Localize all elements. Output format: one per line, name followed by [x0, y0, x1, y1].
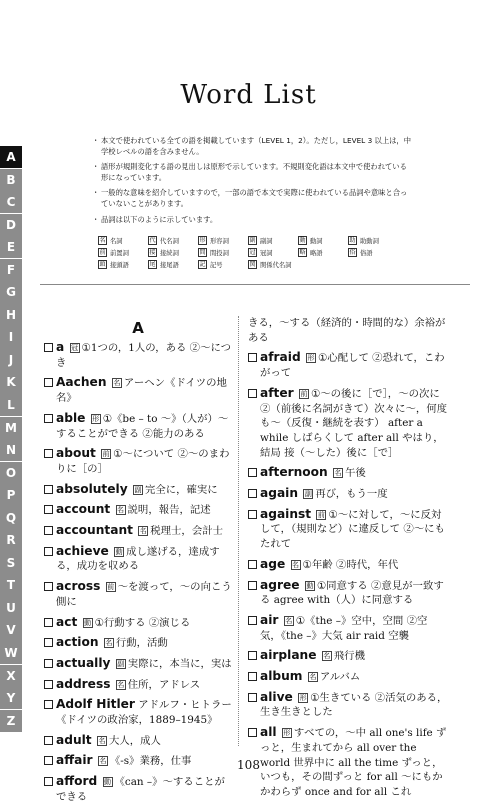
headword: a	[56, 340, 65, 354]
pos-tag: 形	[299, 693, 307, 702]
checkbox[interactable]	[248, 581, 257, 590]
word-entry	[248, 690, 448, 720]
definition: ①～について ②～のまわりに［の］	[56, 448, 230, 475]
legend-item	[348, 248, 398, 257]
headword: again	[260, 486, 299, 501]
headword: afraid	[260, 350, 301, 365]
checkbox[interactable]	[44, 526, 53, 535]
checkbox[interactable]	[44, 505, 53, 514]
left-column	[44, 316, 232, 810]
tab-i[interactable]: I	[0, 326, 22, 348]
pos-tag: 副	[117, 659, 125, 668]
pos-tag: 名	[292, 560, 300, 569]
word-entry	[44, 375, 232, 405]
checkbox[interactable]	[248, 489, 257, 498]
pos-tag: 名	[334, 469, 342, 478]
tab-z[interactable]: Z	[0, 710, 22, 732]
checkbox[interactable]	[44, 638, 53, 647]
headword: accountant	[56, 523, 133, 538]
legend-item	[148, 236, 198, 245]
tab-t[interactable]: T	[0, 574, 22, 596]
checkbox[interactable]	[44, 343, 53, 352]
pos-tag: 名	[117, 506, 125, 515]
word-entry	[44, 656, 232, 672]
pos-label: 接続詞	[160, 250, 179, 257]
pos-label: 接頭語	[110, 262, 129, 269]
definition: ①《the –》空中，空間 ②空気，《the –》大気 air raid 空襲	[260, 614, 428, 642]
tab-b[interactable]: B	[0, 169, 22, 191]
pos-abbrev: 俗	[349, 249, 356, 256]
tab-v[interactable]: V	[0, 619, 22, 641]
word-entry	[44, 502, 232, 518]
checkbox[interactable]	[44, 700, 53, 709]
tab-u[interactable]: U	[0, 597, 22, 619]
legend-item	[298, 248, 348, 257]
tab-m[interactable]: M	[0, 417, 22, 439]
tab-y[interactable]: Y	[0, 687, 22, 709]
tab-g[interactable]: G	[0, 281, 22, 303]
headword: airplane	[260, 648, 317, 663]
pos-legend	[98, 236, 418, 269]
headword: absolutely	[56, 481, 128, 496]
definition: アドルフ・ヒトラー《ドイツの政治家，1889–1945》	[56, 699, 232, 727]
tab-k[interactable]: K	[0, 371, 22, 393]
checkbox[interactable]	[248, 389, 257, 398]
definition: ①～に対して，～に反対して，（規則など）に違反して ②～にもたれて	[260, 508, 445, 551]
pos-abbrev: 冠	[249, 249, 256, 256]
definition: 再び，もう一度	[315, 488, 388, 501]
pos-tag: 名	[117, 680, 125, 689]
headword: agree	[260, 577, 300, 592]
tab-n[interactable]: N	[0, 439, 22, 461]
pos-tag: 名	[139, 527, 147, 536]
legend-item	[98, 260, 148, 269]
pos-label: 記号	[210, 262, 223, 269]
checkbox[interactable]	[44, 680, 53, 689]
pos-tag: 名	[323, 652, 331, 661]
definition: 実際に，本当に，実は	[127, 657, 232, 670]
checkbox[interactable]	[248, 510, 257, 519]
word-entry	[44, 733, 232, 749]
word-entry	[44, 774, 232, 804]
checkbox[interactable]	[248, 468, 257, 477]
headword: actually	[56, 655, 111, 670]
legend-item	[98, 236, 148, 245]
definition: アルバム	[319, 671, 361, 684]
headword: about	[56, 446, 96, 461]
note-item: ・ 語形が規則変化する語の見出しは原形で示しています。不規則変化語は本文中で使われている形になっています。	[92, 162, 412, 183]
headword: afford	[56, 774, 98, 789]
headword: afternoon	[260, 465, 328, 480]
headword: across	[56, 579, 101, 594]
checkbox[interactable]	[248, 651, 257, 660]
word-entry	[248, 578, 448, 608]
pos-label: 間投詞	[210, 250, 229, 257]
headword: age	[260, 556, 286, 571]
definition: ①年齢 ②時代，年代	[302, 558, 399, 571]
pos-tag: 形	[283, 729, 291, 738]
definition: ～を渡って，～の向こう側に	[56, 581, 232, 608]
pos-label: 動詞	[310, 238, 323, 245]
word-entry	[248, 350, 448, 380]
pos-abbrev: 動	[299, 237, 306, 244]
definition: 《-s》業務，仕事	[109, 755, 192, 768]
pos-label: 関係代名詞	[260, 262, 292, 269]
tab-l[interactable]: L	[0, 394, 22, 416]
definition: ①1つの，1人の，ある ②～につき	[56, 342, 232, 369]
pos-tag: 形	[307, 354, 315, 363]
pos-tag: 名	[113, 379, 121, 388]
page-number: 108	[237, 758, 260, 772]
tab-e[interactable]: E	[0, 236, 22, 258]
headword: all	[260, 725, 277, 740]
definition: ①行動する ②演じる	[94, 616, 191, 629]
headword: air	[260, 612, 279, 627]
tab-q[interactable]: Q	[0, 507, 22, 529]
word-entry	[44, 615, 232, 631]
note-item: ・ 本文で使われている全ての語を掲載しています（LEVEL 1，2）。ただし，LEVEL 3 以上は，中学校レベルの語を含みません。	[92, 136, 412, 157]
divider	[40, 284, 470, 285]
checkbox[interactable]	[248, 616, 257, 625]
checkbox[interactable]	[248, 353, 257, 362]
word-entry	[248, 486, 448, 502]
pos-tag: 名	[99, 757, 107, 766]
pos-abbrev: 関	[249, 261, 256, 268]
checkbox[interactable]	[44, 582, 53, 591]
definition: ①同意する ②意見が一致する agree with（人）に同意する	[260, 579, 444, 607]
pos-abbrev: 助	[349, 237, 356, 244]
definition: ①生きている ②活気のある，生き生きとした	[260, 691, 448, 719]
word-entry	[44, 635, 232, 651]
pos-abbrev: 記	[199, 261, 206, 268]
word-entry	[248, 613, 448, 643]
definition: ①《be – to ～》（人が）～することができる ②能力のある	[56, 412, 229, 440]
column-divider	[238, 316, 239, 746]
note-item: ・ 品詞は以下のように示しています。	[92, 215, 412, 226]
alphabet-index	[0, 146, 22, 732]
pos-label: 接尾語	[160, 262, 179, 269]
pos-label: 略語	[310, 250, 323, 257]
pos-tag: 前	[102, 450, 110, 459]
word-entry	[44, 523, 232, 539]
definition: ①心配して ②恐れて，こわがって	[260, 352, 445, 380]
pos-abbrev: 副	[249, 237, 256, 244]
word-entry	[44, 446, 232, 476]
definition: アーヘン《ドイツの地名》	[56, 377, 227, 405]
tab-j[interactable]: J	[0, 349, 22, 371]
pos-tag: 名	[105, 639, 113, 648]
pos-label: 名詞	[110, 238, 123, 245]
pos-tag: 副	[304, 490, 312, 499]
headword: affair	[56, 753, 93, 768]
pos-abbrev: 代	[149, 237, 156, 244]
pos-tag: 副	[134, 485, 142, 494]
tab-f[interactable]: F	[0, 259, 22, 281]
checkbox[interactable]	[44, 485, 53, 494]
headword: achieve	[56, 543, 109, 558]
pos-abbrev: 頭	[99, 261, 106, 268]
tab-c[interactable]: C	[0, 191, 22, 213]
definition: 大人，成人	[108, 734, 161, 747]
pos-tag: 前	[317, 510, 325, 519]
headword: after	[260, 385, 294, 400]
pos-tag: 動	[84, 618, 92, 627]
legend-item	[148, 248, 198, 257]
definition: 税理士，会計士	[150, 525, 223, 538]
legend-item	[148, 260, 198, 269]
checkbox[interactable]	[44, 618, 53, 627]
definition: 飛行機	[333, 650, 365, 663]
pos-tag: 形	[92, 414, 100, 423]
definition: 成し遂げる，達成する，成功を収める	[56, 545, 220, 573]
headword: action	[56, 635, 99, 650]
word-entry	[248, 465, 448, 481]
pos-tag: 名	[285, 616, 293, 625]
word-entry	[44, 697, 232, 727]
word-entry	[248, 648, 448, 664]
word-entry	[248, 557, 448, 573]
definition: 行動，活動	[115, 637, 168, 650]
definition: 午後	[345, 467, 366, 480]
headword: album	[260, 669, 303, 684]
definition: すべての，～中 all one's life ずっと，生まれてから all over the world 世界中に all the time ずっと，いつも，その間ずっと for all ～にもかかわらず once and for all これ	[260, 727, 447, 798]
pos-tag: 前	[107, 583, 115, 592]
headword: Aachen	[56, 375, 107, 390]
tab-d[interactable]: D	[0, 214, 22, 236]
headword: against	[260, 506, 312, 521]
checkbox[interactable]	[248, 728, 257, 737]
pos-label: 代名詞	[160, 238, 179, 245]
headword: adult	[56, 732, 92, 747]
legend-item	[298, 236, 348, 245]
page-title: Word List	[180, 80, 317, 110]
tab-r[interactable]: R	[0, 529, 22, 551]
headword: account	[56, 502, 111, 517]
pos-abbrev: 接	[149, 249, 156, 256]
word-entry	[248, 386, 448, 461]
headword: Adolf Hitler	[56, 697, 135, 712]
checkbox[interactable]	[44, 736, 53, 745]
pos-tag: 動	[115, 547, 123, 556]
checkbox[interactable]	[44, 777, 53, 786]
tab-p[interactable]: P	[0, 484, 22, 506]
legend-item	[198, 236, 248, 245]
headword: alive	[260, 689, 293, 704]
pos-abbrev: 尾	[149, 261, 156, 268]
checkbox[interactable]	[248, 693, 257, 702]
word-entry	[44, 340, 232, 370]
legend-item	[248, 236, 298, 245]
definition: ①～の後に［で］，～の次に ②（前後に名詞がきて）次々に～，何度も～（反復・継続を表す） after a while しばらくして after all やはり，結局 接（～した）後に［で］	[260, 387, 448, 459]
tab-w[interactable]: W	[0, 642, 22, 664]
definition: 《can –》～することができる	[56, 776, 225, 803]
definition: 住所，アドレス	[127, 678, 201, 691]
pos-tag: 名	[309, 673, 317, 682]
checkbox[interactable]	[44, 414, 53, 423]
legend-item	[198, 260, 248, 269]
tab-s[interactable]: S	[0, 552, 22, 574]
word-entry	[248, 507, 448, 552]
checkbox[interactable]	[44, 547, 53, 556]
headword: address	[56, 676, 111, 691]
word-entry	[44, 544, 232, 574]
section-heading: A	[132, 319, 144, 337]
pos-abbrev: 形	[199, 237, 206, 244]
headword: act	[56, 614, 78, 629]
legend-item	[248, 260, 298, 269]
tab-o[interactable]: O	[0, 462, 22, 484]
definition: 完全に，確実に	[144, 483, 218, 496]
pos-abbrev: 略	[299, 249, 306, 256]
pos-abbrev: 名	[99, 237, 106, 244]
pos-abbrev: 前	[99, 249, 106, 256]
word-entry	[248, 669, 448, 685]
word-entry	[44, 482, 232, 498]
pos-tag: 動	[306, 581, 314, 590]
definition: 説明，報告，記述	[127, 504, 211, 517]
legend-item	[198, 248, 248, 257]
legend-item	[248, 248, 298, 257]
pos-tag: 前	[300, 389, 308, 398]
legend-item	[348, 236, 398, 245]
pos-label: 前置詞	[110, 250, 129, 257]
intro-notes	[92, 136, 412, 230]
headword: able	[56, 410, 86, 425]
checkbox[interactable]	[44, 659, 53, 668]
pos-label: 冠詞	[260, 250, 273, 257]
checkbox[interactable]	[44, 378, 53, 387]
pos-label: 形容詞	[210, 238, 229, 245]
tab-h[interactable]: H	[0, 304, 22, 326]
pos-label: 助動詞	[360, 238, 379, 245]
word-entry	[44, 411, 232, 441]
pos-tag: 名	[98, 736, 106, 745]
word-entry	[44, 677, 232, 693]
legend-item	[98, 248, 148, 257]
continued-definition: きる，～する（経済的・時間的な）余裕がある	[248, 317, 446, 344]
pos-label: 俗語	[360, 250, 373, 257]
checkbox[interactable]	[248, 672, 257, 681]
pos-label: 副詞	[260, 238, 273, 245]
pos-tag: 冠	[71, 344, 79, 352]
tab-x[interactable]: X	[0, 665, 22, 687]
pos-tag: 動	[104, 778, 112, 787]
tab-a[interactable]: A	[0, 146, 22, 168]
checkbox[interactable]	[248, 560, 257, 569]
right-column	[248, 316, 448, 805]
pos-abbrev: 間	[199, 249, 206, 256]
checkbox[interactable]	[44, 449, 53, 458]
note-item: ・ 一般的な意味を紹介していますので，一部の語で本文で実際に使われている品詞や意味と合っていないことがあります。	[92, 188, 412, 209]
word-entry	[44, 579, 232, 609]
